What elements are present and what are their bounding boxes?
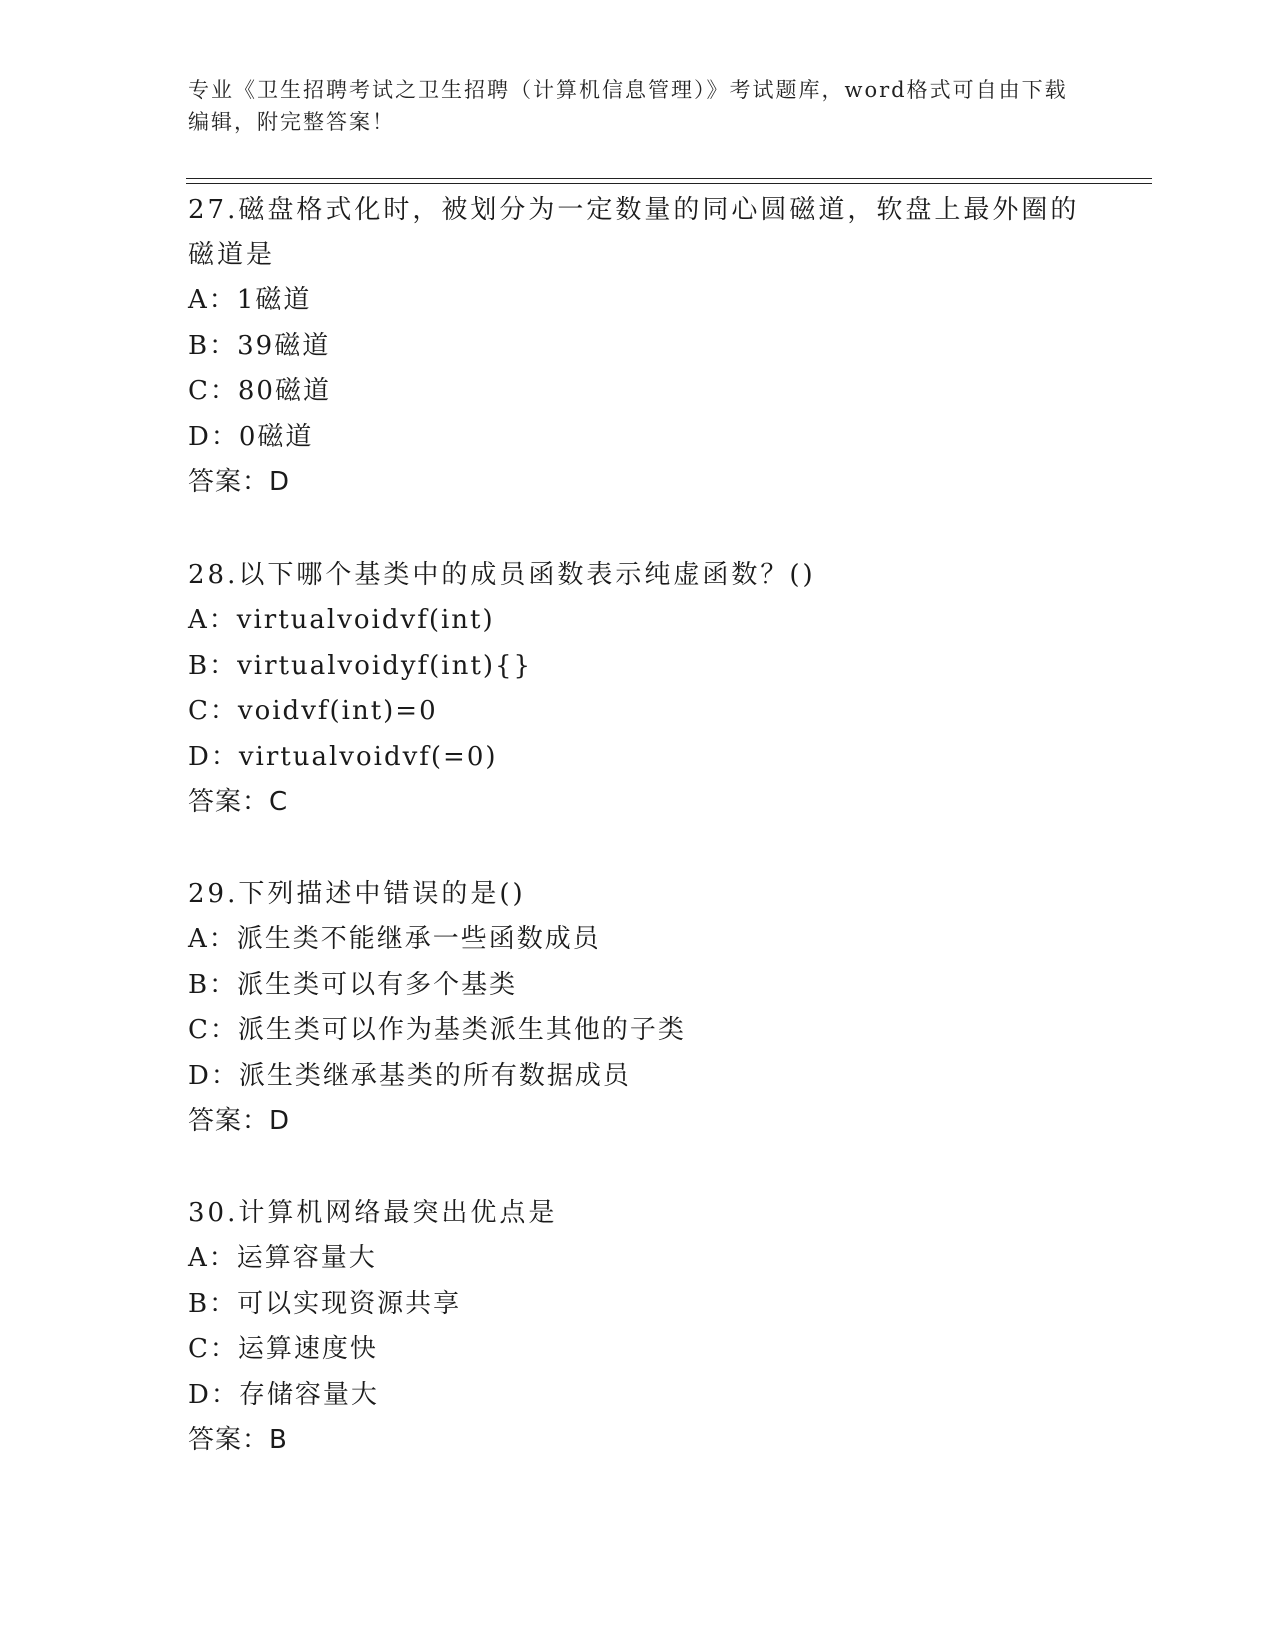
option-c: C：派生类可以作为基类派生其他的子类 <box>188 1015 686 1045</box>
question-27 <box>188 188 1088 505</box>
option-a: A：派生类不能继承一些函数成员 <box>188 924 601 954</box>
option-b: B：39磁道 <box>188 330 331 361</box>
question-title: 30.计算机网络最突出优点是 <box>188 1198 558 1228</box>
option-c: C：80磁道 <box>188 376 331 406</box>
question-title: 27.磁盘格式化时，被划分为一定数量的同心圆磁道，软盘上最外圈的磁道是 <box>188 195 1080 270</box>
question-title: 28.以下哪个基类中的成员函数表示纯虚函数？() <box>188 560 816 590</box>
option-c: C：voidvf(int)=0 <box>188 696 438 726</box>
answer-line: 答案：D <box>188 467 291 497</box>
question-30 <box>188 1191 1088 1463</box>
option-b: B：virtualvoidyf(int){} <box>188 650 533 681</box>
option-b: B：派生类可以有多个基类 <box>188 969 518 1000</box>
option-a: A：virtualvoidvf(int) <box>188 605 495 635</box>
option-d: D：virtualvoidvf(=0) <box>188 741 498 772</box>
option-d: D：0磁道 <box>188 421 314 452</box>
option-a: A：运算容量大 <box>188 1243 377 1273</box>
answer-line: 答案：D <box>188 1106 291 1136</box>
answer-line: 答案：B <box>188 1425 288 1455</box>
option-d: D：存储容量大 <box>188 1379 379 1410</box>
question-title: 29.下列描述中错误的是() <box>188 879 526 909</box>
option-d: D：派生类继承基类的所有数据成员 <box>188 1060 631 1091</box>
document-header: 专业《卫生招聘考试之卫生招聘（计算机信息管理）》考试题库，word格式可自由下载编辑，附完整答案！ <box>188 78 1068 134</box>
option-a: A：1磁道 <box>188 285 312 315</box>
header-divider-bottom <box>186 183 1152 184</box>
question-28 <box>188 553 1088 825</box>
question-29 <box>188 872 1088 1144</box>
answer-line: 答案：C <box>188 787 289 817</box>
header-divider-top <box>186 178 1152 179</box>
option-b: B：可以实现资源共享 <box>188 1288 462 1319</box>
option-c: C：运算速度快 <box>188 1334 378 1364</box>
